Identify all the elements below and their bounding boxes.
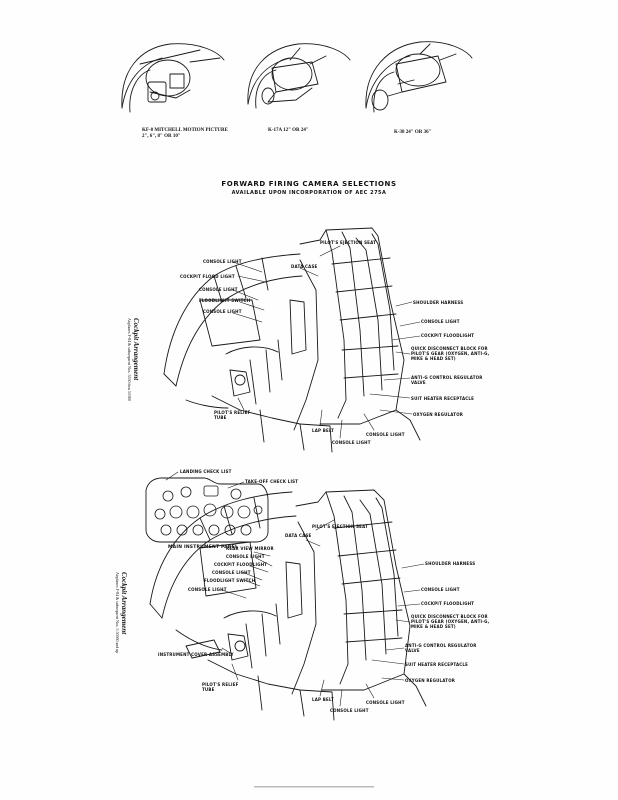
label-line: TUBE [202,687,215,692]
label-take-off-check-list: TAKE-OFF CHECK LIST [245,479,299,484]
label-line: VALVE [411,380,426,385]
label-line: MIKE & HEAD SET) [411,624,456,629]
cockpit-top-side-title [127,318,140,401]
label-anti-g-valve [405,643,477,653]
label-floodlight-switch: FLOODLIGHT SWITCH [204,578,256,583]
label-console-light: CONSOLE LIGHT [330,708,369,713]
label-oxygen-regulator: OXYGEN REGULATOR [413,412,464,417]
label-shoulder-harness: SHOULDER HARNESS [425,561,476,566]
label-data-case: DATA CASE [285,533,312,538]
label-lap-belt: LAP BELT [312,697,334,702]
caption-line: KF-8 MITCHELL MOTION PICTURE [142,128,228,133]
label-suit-heater: SUIT HEATER RECEPTACLE [405,662,469,667]
label-rear-view-mirror: REAR VIEW MIRROR [226,546,274,551]
label-console-light: CONSOLE LIGHT [366,432,405,437]
page-title: FORWARD FIRING CAMERA SELECTIONS [221,180,397,188]
side-note: Airplanes F-84 & subsequent Nos. 5550 thru 55360 [127,318,132,401]
camera-k17a-drawing [248,44,350,108]
label-quick-disconnect [411,614,489,629]
label-console-light: CONSOLE LIGHT [203,309,242,314]
label-landing-check-list: LANDING CHECK LIST [180,469,232,474]
label-floodlight-switch: FLOODLIGHT SWITCH [199,298,251,303]
label-line: QUICK DISCONNECT BLOCK FOR [411,346,488,351]
label-console-light: CONSOLE LIGHT [203,259,242,264]
label-suit-heater: SUIT HEATER RECEPTACLE [411,396,475,401]
label-line: ANTI-G CONTROL REGULATOR [411,375,483,380]
label-ejection-seat: PILOT'S EJECTION SEAT [320,240,377,245]
label-line: TUBE [214,415,227,420]
caption-line: K-38 24" OR 36" [394,130,432,135]
label-console-light: CONSOLE LIGHT [366,700,405,705]
camera-caption-k17a [268,128,309,134]
label-cockpit-floodlight: COCKPIT FLOODLIGHT [421,601,475,606]
label-lap-belt: LAP BELT [312,428,334,433]
side-title: Cockpit Arrangement [132,318,140,381]
label-console-light: CONSOLE LIGHT [421,319,460,324]
label-line: PILOT'S RELIEF [214,410,251,415]
label-relief-tube [202,682,239,692]
label-line: PILOT'S GEAR (OXYGEN, ANTI-G, [411,619,490,624]
label-console-light: CONSOLE LIGHT [188,587,227,592]
side-title: Cockpit Arrangement [120,572,128,635]
camera-caption-kf8 [142,128,228,140]
label-oxygen-regulator: OXYGEN REGULATOR [405,678,456,683]
camera-caption-k38 [394,130,431,136]
label-relief-tube [214,410,251,420]
label-ejection-seat: PILOT'S EJECTION SEAT [312,524,369,529]
label-console-light: CONSOLE LIGHT [199,287,238,292]
cockpit-bottom-side-title [115,572,128,653]
page-subtitle: AVAILABLE UPON INCORPORATION OF AEC 275A [231,190,387,196]
camera-kf8-drawing [122,44,224,112]
panel-title: MAIN INSTRUMENT PANEL [168,545,239,550]
label-anti-g-valve [411,375,483,385]
label-cockpit-flood-light: COCKPIT FLOOD LIGHT [180,274,235,279]
label-line: QUICK DISCONNECT BLOCK FOR [411,614,488,619]
label-line: VALVE [405,648,420,653]
label-shoulder-harness: SHOULDER HARNESS [413,300,464,305]
caption-line: K-17A 12" OR 24" [268,128,309,133]
label-console-light: CONSOLE LIGHT [212,570,251,575]
cockpit-bottom-drawing [150,490,426,720]
label-console-light: CONSOLE LIGHT [226,554,265,559]
label-quick-disconnect [411,346,489,361]
side-note: Airplanes F-84 & subsequent Nos. 5 50560 and up [115,572,120,654]
label-console-light: CONSOLE LIGHT [332,440,371,445]
label-line: PILOT'S RELIEF [202,682,239,687]
label-line: PILOT'S GEAR (OXYGEN, ANTI-G, [411,351,490,356]
label-console-light: CONSOLE LIGHT [421,587,460,592]
camera-k38-drawing [366,42,472,112]
page-specks [254,786,374,788]
label-line: ANTI-G CONTROL REGULATOR [405,643,477,648]
label-instrument-cover: INSTRUMENT COVER ASSEMBLY [158,652,234,657]
label-cockpit-floodlight: COCKPIT FLOODLIGHT [421,333,475,338]
caption-line: 2", 6", 8" OR 10" [142,134,181,139]
label-cockpit-floodlight: COCKPIT FLOODLIGHT [214,562,268,567]
label-data-case: DATA CASE [291,264,318,269]
label-line: MIKE & HEAD SET) [411,356,456,361]
